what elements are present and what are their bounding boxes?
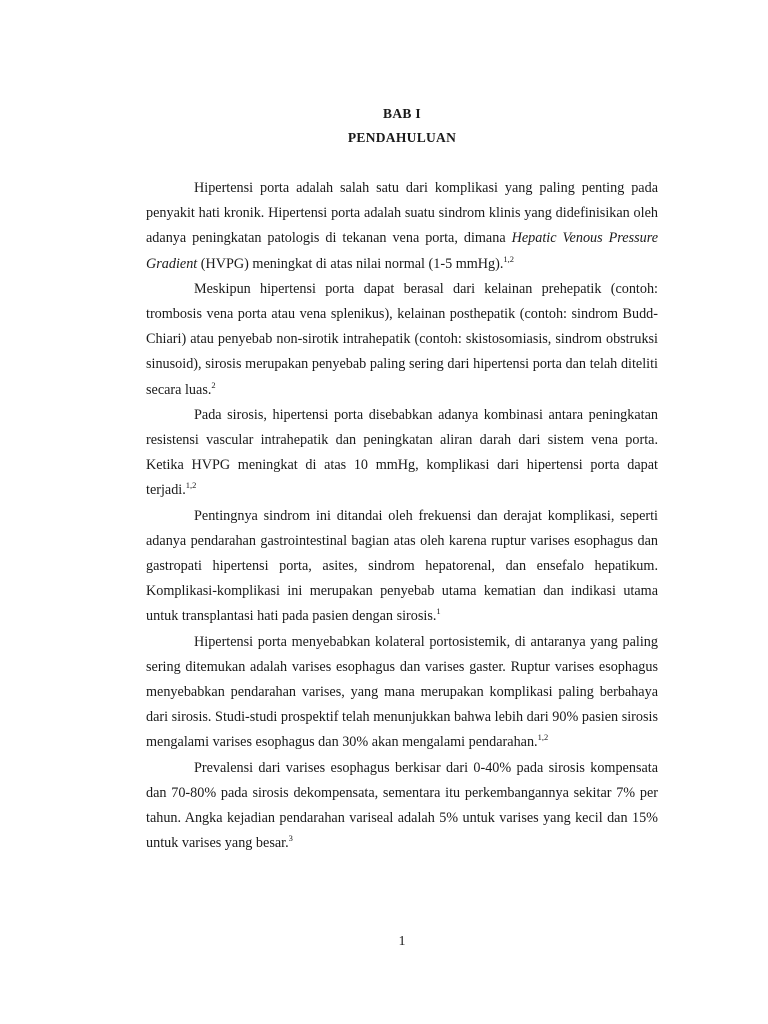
citation-superscript: 1,2 xyxy=(185,480,197,491)
paragraph xyxy=(146,504,658,630)
body-text xyxy=(146,176,658,856)
citation-superscript: 2 xyxy=(211,379,216,390)
chapter-heading: BAB I xyxy=(383,106,421,121)
paragraph-text: (HVPG) meningkat di atas nilai normal (1-5 mmHg). xyxy=(197,255,504,272)
paragraph xyxy=(146,176,658,277)
paragraph xyxy=(146,403,658,504)
paragraph xyxy=(146,630,658,756)
italic-term: Hepatic Venous Pressure Gradient xyxy=(146,230,658,272)
paragraph-text: Meskipun hipertensi porta dapat berasal dari kelainan prehepatik (contoh: trombosis vena porta atau vena splenikus), kelainan posthepatik (contoh: sindrom Budd-Chiari) atau penyebab non-sirotik intrahepatik (contoh: skistosomiasis, sindrom obstruksi sinusoid), sirosis merupakan penyebab paling sering dari hipertensi porta dan telah diteliti secara luas. xyxy=(146,280,658,398)
paragraph xyxy=(146,756,658,857)
paragraph-text: Pentingnya sindrom ini ditandai oleh frekuensi dan derajat komplikasi, seperti adanya pendarahan gastrointestinal bagian atas oleh karena ruptur varises esophagus dan gastropati hipertensi porta, asites, sindrom hepatorenal, dan ensefalo hepatikum. Komplikasi-komplikasi ini merupakan penyebab utama kematian dan indikasi utama untuk transplantasi hati pada pasien dengan sirosis. xyxy=(146,507,658,625)
citation-superscript: 1,2 xyxy=(537,732,549,743)
paragraph xyxy=(146,277,658,403)
page-number: 1 xyxy=(398,934,406,949)
paragraph-text: Pada sirosis, hipertensi porta disebabkan adanya kombinasi antara peningkatan resistensi vascular intrahepatik dan peningkatan aliran darah dari sistem vena porta. Ketika HVPG meningkat di atas 10 mmHg, komplikasi dari hipertensi porta dapat terjadi. xyxy=(146,406,658,499)
citation-superscript: 1 xyxy=(436,606,441,617)
paragraph-text: Hipertensi porta menyebabkan kolateral portosistemik, di antaranya yang paling sering ditemukan adalah varises esophagus dan varises gaster. Ruptur varises esophagus menyebabkan pendarahan varises, yang mana merupakan komplikasi paling berbahaya dari sirosis. Studi-studi prospektif telah menunjukkan bahwa lebih dari 90% pasien sirosis mengalami varises esophagus dan 30% akan mengalami pendarahan. xyxy=(146,633,658,751)
paragraph-text: Prevalensi dari varises esophagus berkisar dari 0-40% pada sirosis kompensata dan 70-80% pada sirosis dekompensata, sementara itu perkembangannya sekitar 7% per tahun. Angka kejadian pendarahan variseal adalah 5% untuk varises yang kecil dan 15% untuk varises yang besar. xyxy=(146,759,658,852)
paragraph-text: Hipertensi porta adalah salah satu dari komplikasi yang paling penting pada penyakit hati kronik. Hipertensi porta adalah suatu sindrom klinis yang didefinisikan oleh adanya peningkatan patologis di tekanan vena porta, dimana xyxy=(146,180,658,247)
chapter-title: PENDAHULUAN xyxy=(347,130,457,145)
citation-superscript: 1,2 xyxy=(503,253,515,264)
citation-superscript: 3 xyxy=(288,833,293,844)
